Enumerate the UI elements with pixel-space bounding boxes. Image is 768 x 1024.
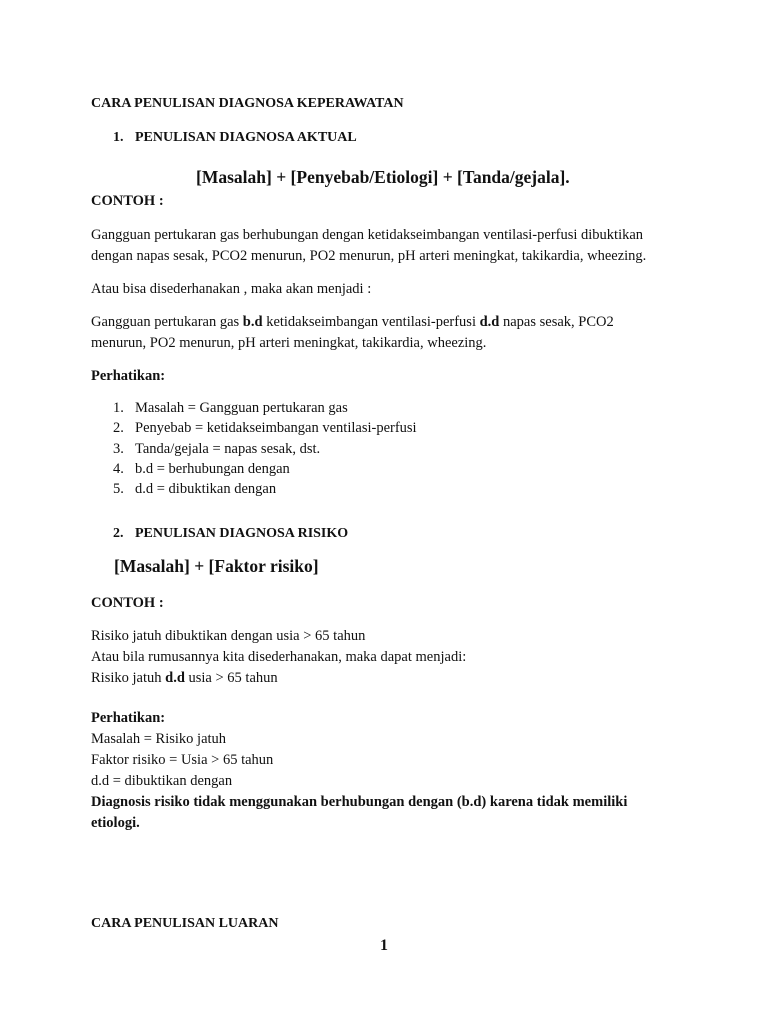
section-2-number: 2. (113, 526, 124, 541)
section-2-note-label: Perhatikan: (91, 710, 166, 726)
list-item (113, 479, 417, 499)
risk-line-3 (91, 668, 691, 689)
bd-abbrev: b.d (242, 314, 263, 330)
section-1-notes-list (113, 398, 417, 499)
list-item-text: b.d = berhubungan dengan (135, 460, 290, 477)
list-item (113, 459, 417, 479)
note-masalah: Masalah = Risiko jatuh (91, 731, 227, 747)
list-item-text: d.d = dibuktikan dengan (135, 481, 277, 498)
risk-line-3-part-2: usia > 65 tahun (184, 670, 278, 686)
example-line-1: Gangguan pertukaran gas berhubungan dengan ketidakseimbangan ventilasi-perfusi dibuktikan (91, 227, 644, 243)
section-2-example (91, 626, 691, 689)
risk-line-2: Atau bila rumusannya kita disederhanakan, maka dapat menjadi: (91, 649, 467, 665)
simplify-text: Atau bisa disederhanakan , maka akan menjadi : (91, 281, 372, 297)
section-2-title: PENULISAN DIAGNOSA RISIKO (135, 526, 349, 541)
example-line-2: dengan napas sesak, PCO2 menurun, PO2 menurun, pH arteri meningkat, takikardia, wheezing. (91, 248, 647, 264)
list-item (113, 398, 417, 418)
list-item-text: Tanda/gejala = napas sesak, dst. (135, 440, 321, 457)
simplified-part-1: Gangguan pertukaran gas (91, 314, 243, 330)
simplified-line-2: menurun, PO2 menurun, pH arteri meningkat, takikardia, wheezing. (91, 335, 487, 351)
list-item-number: 2. (113, 420, 124, 437)
note-dd: d.d = dibuktikan dengan (91, 773, 233, 789)
section-1-title: PENULISAN DIAGNOSA AKTUAL (135, 130, 357, 145)
list-item (113, 418, 417, 438)
list-item (113, 439, 417, 459)
page-number: 1 (380, 937, 388, 954)
note-faktor-risiko: Faktor risiko = Usia > 65 tahun (91, 752, 274, 768)
list-item-number: 3. (113, 440, 124, 457)
section-2-example-label: CONTOH : (91, 595, 164, 611)
list-item-text: Penyebab = ketidakseimbangan ventilasi-perfusi (135, 420, 417, 437)
simplified-line-1 (91, 312, 681, 333)
bold-note-line-2: etiologi. (91, 815, 140, 831)
section-2-heading (113, 523, 713, 544)
section-1-heading (113, 127, 713, 148)
section-1-formula: [Masalah] + [Penyebab/Etiologi] + [Tanda/gejala]. (196, 167, 570, 187)
section-1-number: 1. (113, 130, 124, 145)
simplified-example (91, 312, 681, 354)
bold-note-line-1: Diagnosis risiko tidak menggunakan berhubungan dengan (b.d) karena tidak memiliki (91, 794, 628, 810)
section-1-note-label: Perhatikan: (91, 368, 166, 384)
list-item-number: 1. (113, 400, 124, 416)
list-item-number: 4. (113, 460, 124, 477)
list-item-text: Masalah = Gangguan pertukaran gas (135, 400, 348, 416)
section-1-example-label: CONTOH : (91, 193, 164, 209)
section-1-example (91, 225, 681, 267)
section-2-formula: [Masalah] + [Faktor risiko] (114, 556, 319, 576)
risk-line-3-part-1: Risiko jatuh (91, 670, 166, 686)
list-item-number: 5. (113, 481, 124, 498)
dd-abbrev: d.d (479, 314, 500, 330)
next-section-heading: CARA PENULISAN LUARAN (91, 916, 279, 931)
simplified-part-2: ketidakseimbangan ventilasi-perfusi (262, 314, 480, 330)
document-title: CARA PENULISAN DIAGNOSA KEPERAWATAN (91, 96, 404, 111)
dd-abbrev: d.d (165, 670, 185, 686)
section-2-notes (91, 708, 681, 834)
risk-line-1: Risiko jatuh dibuktikan dengan usia > 65 tahun (91, 628, 366, 644)
simplified-part-3: napas sesak, PCO2 (499, 314, 614, 330)
